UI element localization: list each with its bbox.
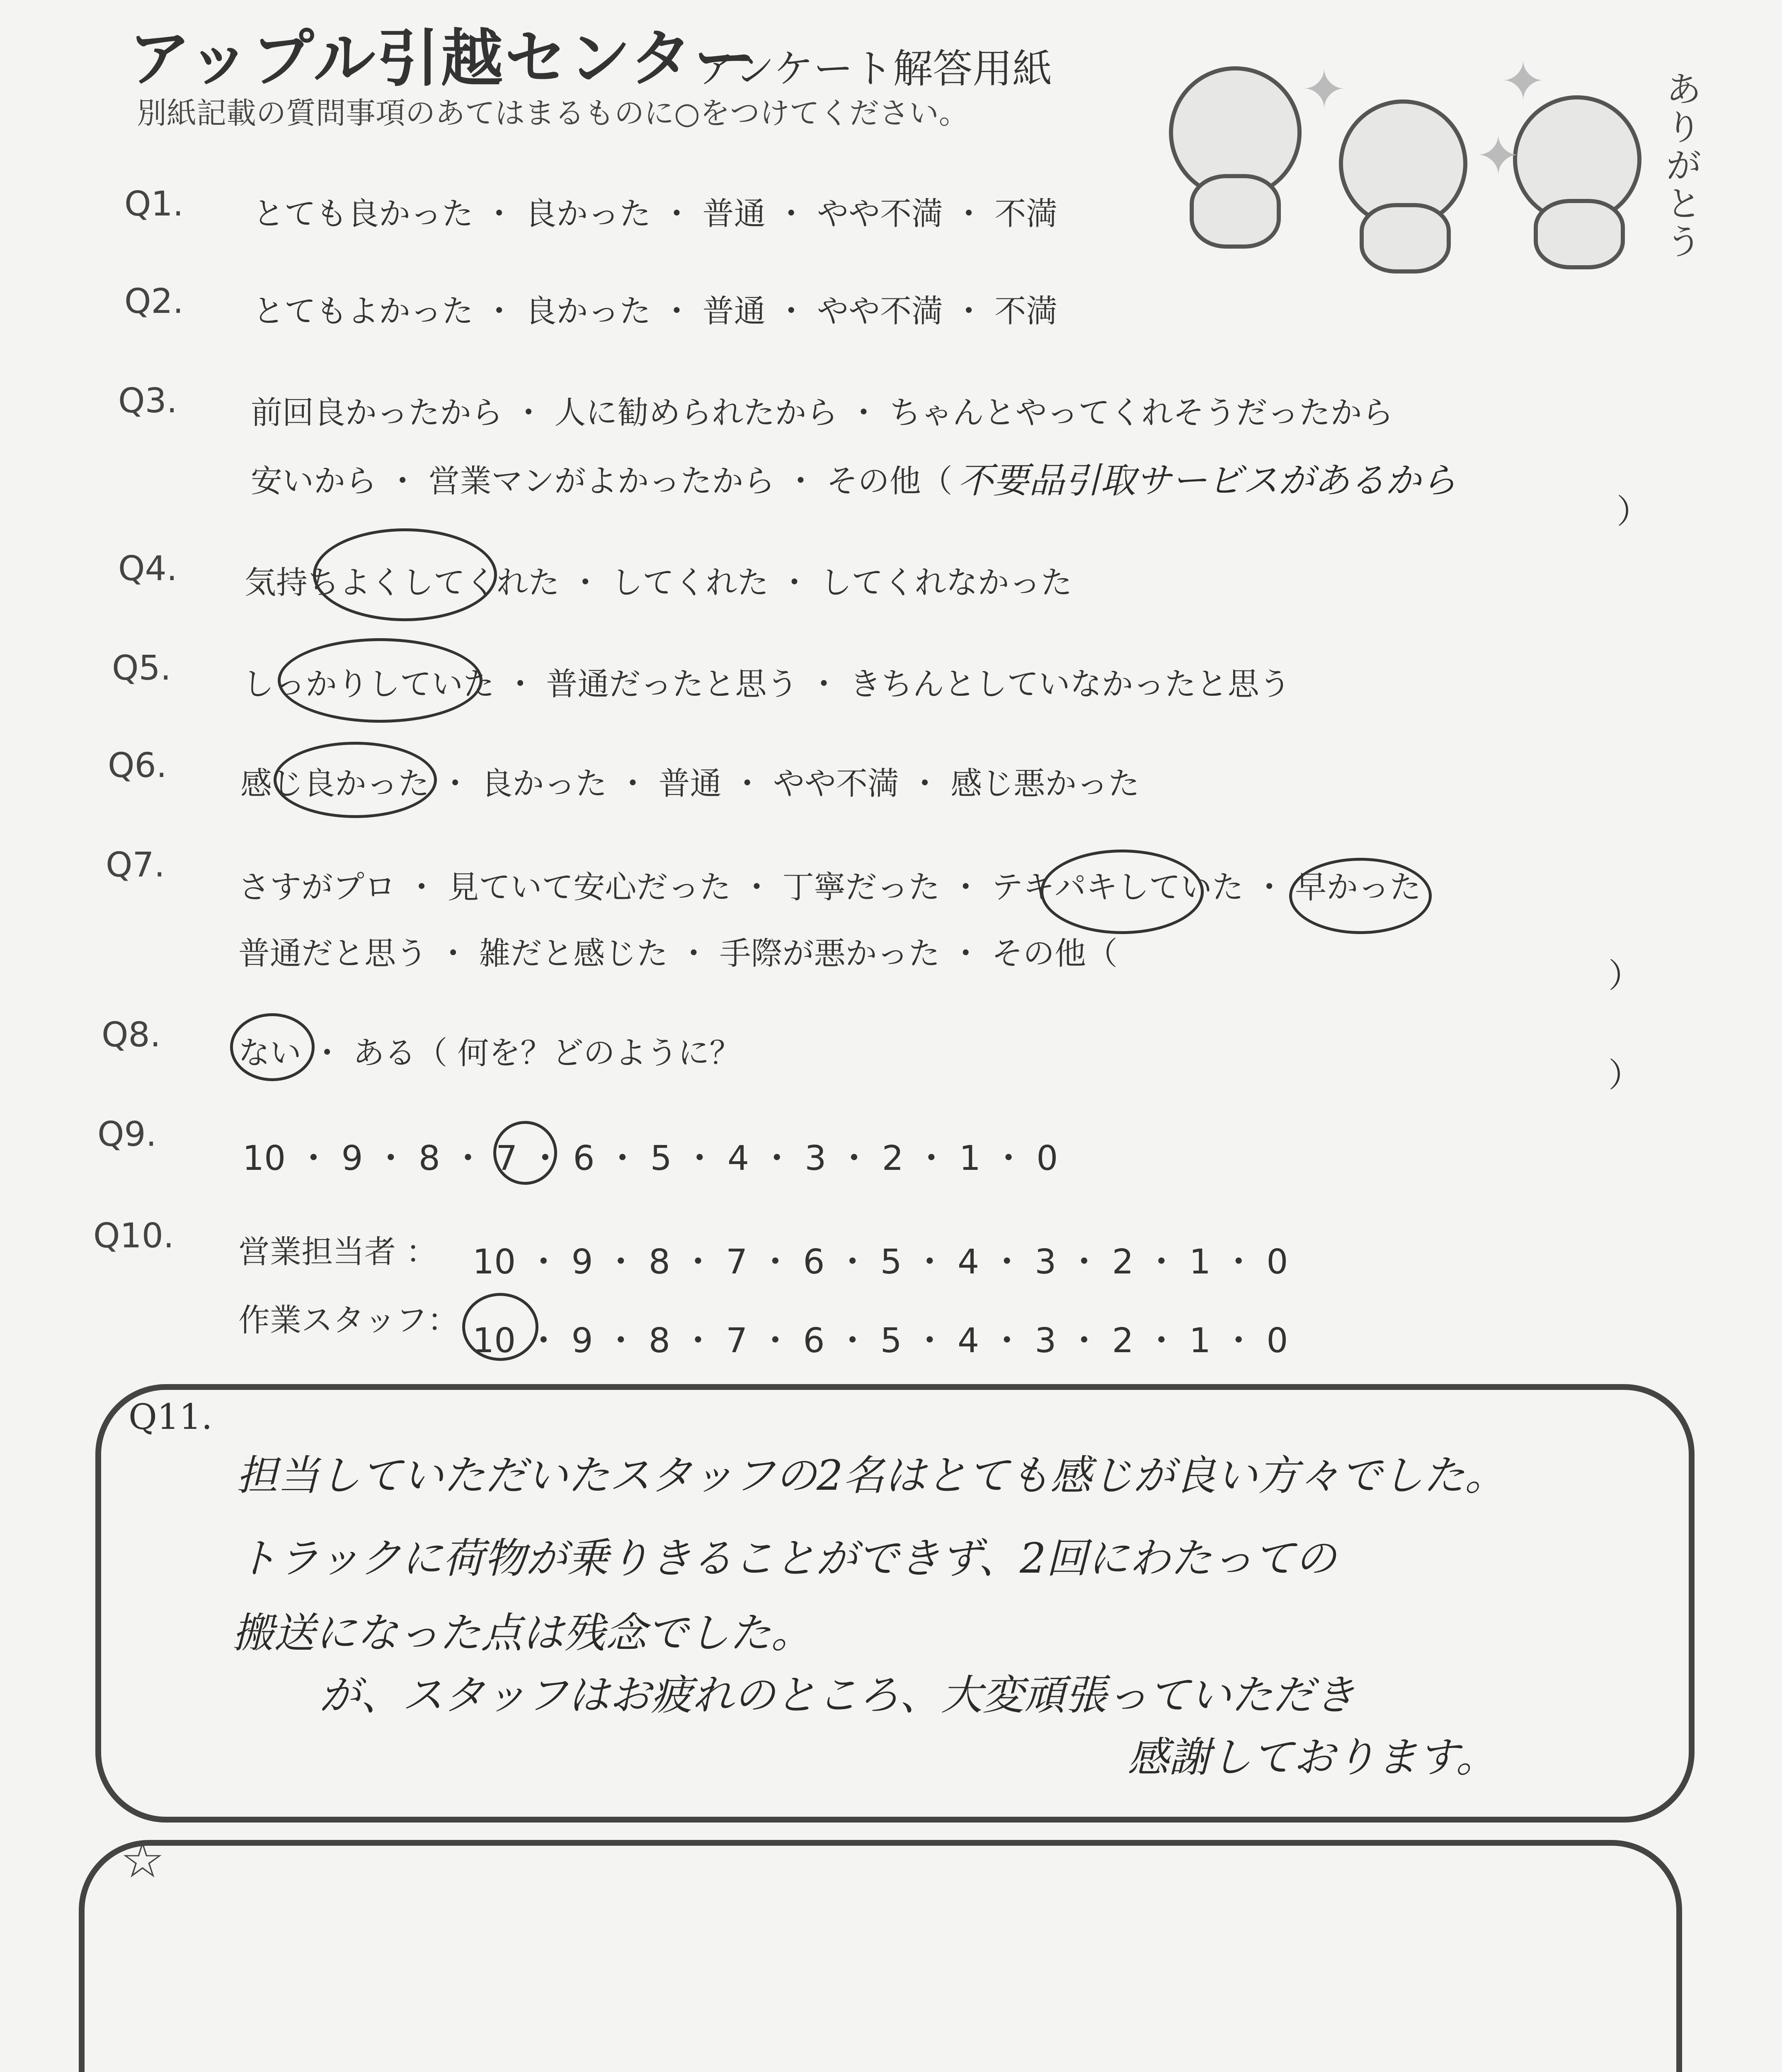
q5-options: しっかりしていた ・ 普通だったと思う ・ きちんとしていなかったと思う xyxy=(242,666,1291,702)
q5-answer-circle xyxy=(278,638,482,723)
q11-comment-line4: が、スタッフはお疲れのところ、大変頑張っていただき xyxy=(319,1671,1355,1719)
monkey-2-body-icon xyxy=(1360,203,1451,274)
q2-options: とてもよかった ・ 良かった ・ 普通 ・ やや不満 ・ 不満 xyxy=(253,293,1058,329)
q10-sales-label: 営業担当者 ： xyxy=(238,1233,438,1270)
form-title: アップル引越センター xyxy=(128,23,758,95)
q8-options: ない ・ ある（ 何を？どのように？ xyxy=(238,1034,741,1071)
q3-number: Q3. xyxy=(118,381,177,421)
sparkle-icon: ✦ xyxy=(1476,124,1521,187)
q9-scale: 10 ・ 9 ・ 8 ・ 7 ・ 6 ・ 5 ・ 4 ・ 3 ・ 2 ・ 1 ・ 0 xyxy=(242,1139,1058,1178)
free-comment-box xyxy=(79,1840,1682,2072)
q7-options-line2: 普通だと思う ・ 雑だと感じた ・ 手際が悪かった ・ その他（ xyxy=(238,935,1118,972)
q8-number: Q8. xyxy=(102,1015,161,1055)
q11-number: Q11. xyxy=(128,1397,213,1437)
monkey-1-body-icon xyxy=(1190,174,1281,249)
q10-number: Q10. xyxy=(93,1216,174,1256)
q2-number: Q2. xyxy=(124,282,184,321)
q7-close-paren: ） xyxy=(1608,956,1641,995)
form-subtitle: アンケート解答用紙 xyxy=(696,46,1052,92)
q11-comment-line1: 担当していただいたスタッフの2名はとても感じが良い方々でした。 xyxy=(236,1451,1506,1500)
q10-staff-scale: 10 ・ 9 ・ 8 ・ 7 ・ 6 ・ 5 ・ 4 ・ 3 ・ 2 ・ 1 ・ 0 xyxy=(473,1321,1288,1360)
q11-comment-line5: 感謝しております。 xyxy=(1127,1733,1497,1782)
star-icon: ☆ xyxy=(120,1832,165,1889)
q10-staff-label: 作業スタッフ： xyxy=(238,1302,459,1339)
q9-answer-circle xyxy=(493,1121,557,1185)
q6-answer-circle xyxy=(274,742,437,818)
q7-answer-circle-tekipaki xyxy=(1040,850,1204,934)
q3-options-line2: 安いから ・ 営業マンがよかったから ・ その他（ xyxy=(251,462,953,499)
sparkle-icon: ✦ xyxy=(1501,50,1546,113)
q4-options: 気持ちよくしてくれた ・ してくれた ・ してくれなかった xyxy=(245,564,1072,601)
q7-answer-circle-hayakatta xyxy=(1289,858,1432,934)
q1-options: とても良かった ・ 良かった ・ 普通 ・ やや不満 ・ 不満 xyxy=(253,195,1058,232)
q6-options: 感じ良かった ・ 良かった ・ 普通 ・ やや不満 ・ 感じ悪かった xyxy=(240,765,1140,802)
q8-close-paren: ） xyxy=(1608,1056,1641,1094)
q3-close-paren: ） xyxy=(1617,492,1650,531)
q11-comment-line3: 搬送になった点は残念でした。 xyxy=(232,1609,812,1657)
q6-number: Q6. xyxy=(108,746,167,785)
sparkle-icon: ✦ xyxy=(1302,58,1347,121)
q5-number: Q5. xyxy=(112,649,171,688)
q8-answer-circle xyxy=(230,1013,315,1081)
q4-number: Q4. xyxy=(118,549,177,588)
q3-other-handwritten: 不要品引取サービスがあるから xyxy=(958,460,1457,501)
thanks-text: ありがとう xyxy=(1666,69,1702,262)
q1-number: Q1. xyxy=(124,184,184,224)
q4-answer-circle xyxy=(313,528,497,621)
q3-options-line1: 前回良かったから ・ 人に勧められたから ・ ちゃんとやってくれそうだったから xyxy=(251,394,1394,431)
form-instruction: 別紙記載の質問事項のあてはまるものに○をつけてください。 xyxy=(137,96,969,131)
q10-sales-scale: 10 ・ 9 ・ 8 ・ 7 ・ 6 ・ 5 ・ 4 ・ 3 ・ 2 ・ 1 ・ 0 xyxy=(473,1242,1288,1282)
q7-number: Q7. xyxy=(106,845,165,885)
monkey-3-body-icon xyxy=(1534,199,1625,269)
q7-options-line1: さすがプロ ・ 見ていて安心だった ・ 丁寧だった ・ テキパキしていた ・ 早かった xyxy=(238,869,1421,905)
q9-number: Q9. xyxy=(97,1115,157,1154)
q10-staff-answer-circle xyxy=(462,1293,538,1361)
q11-comment-line2: トラックに荷物が乗りきることができず、2回にわたっての xyxy=(236,1534,1336,1583)
